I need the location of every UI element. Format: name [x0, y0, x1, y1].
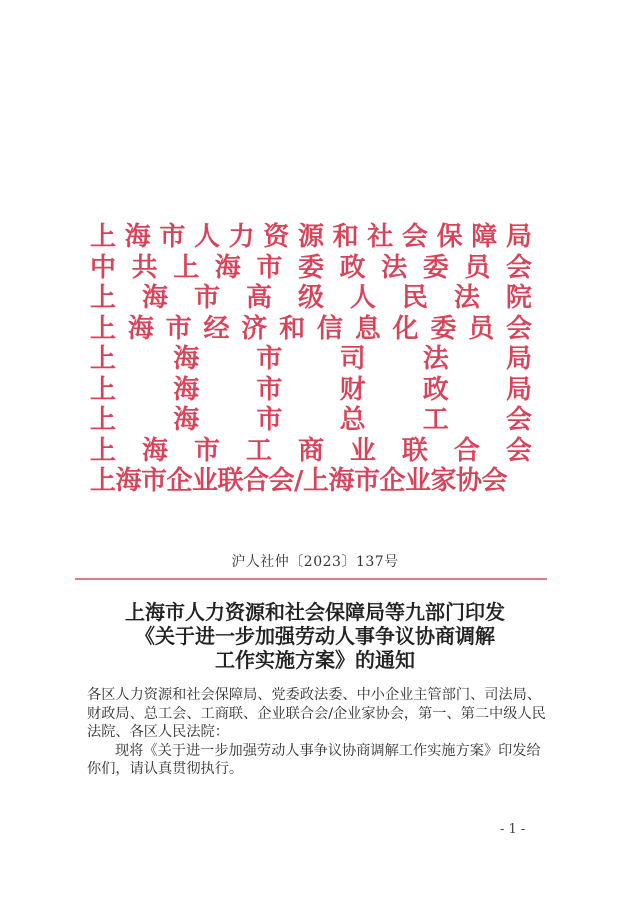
issuer-name: 上 海 市 司 法 局 [90, 344, 532, 374]
title-line-3: 工作实施方案》的通知 [215, 648, 415, 672]
issuer-name: 上海市企业联合会/上海市企业家协会 [90, 466, 507, 496]
document-number: 沪人社仲〔2023〕137号 [231, 554, 399, 570]
issuer-name: 上 海 市 总 工 会 [90, 405, 532, 435]
issuing-authorities [90, 222, 532, 497]
issuer-name: 上 海 市 财 政 局 [90, 374, 532, 405]
issuer-name: 上 海 市 工 商 业 联 合 会 [90, 435, 532, 466]
page-number: - 1 - [500, 822, 526, 837]
document-title [0, 600, 630, 672]
title-line-2: 《关于进一步加强劳动人事争议协商调解 [135, 624, 495, 648]
notice-paragraph: 现将《关于进一步加强劳动人事争议协商调解工作实施方案》印发给你们，请认真贯彻执行。 [87, 742, 541, 777]
red-divider-line [75, 578, 547, 580]
document-body [87, 686, 549, 779]
issuer-name: 上 海 市 人 力 资 源 和 社 会 保 障 局 [90, 222, 532, 252]
issuer-name: 上 海 市 经 济 和 信 息 化 委 员 会 [90, 313, 532, 344]
title-line-1: 上海市人力资源和社会保障局等九部门印发 [125, 600, 505, 624]
issuer-name: 上 海 市 高 级 人 民 法 院 [90, 283, 532, 313]
recipients-paragraph: 各区人力资源和社会保障局、党委政法委、中小企业主管部门、司法局、财政局、总工会、工商联、企业联合会/企业家协会，第一、第二中级人民法院、各区人民法院： [87, 687, 546, 740]
issuer-name: 中 共 上 海 市 委 政 法 委 员 会 [90, 252, 532, 283]
